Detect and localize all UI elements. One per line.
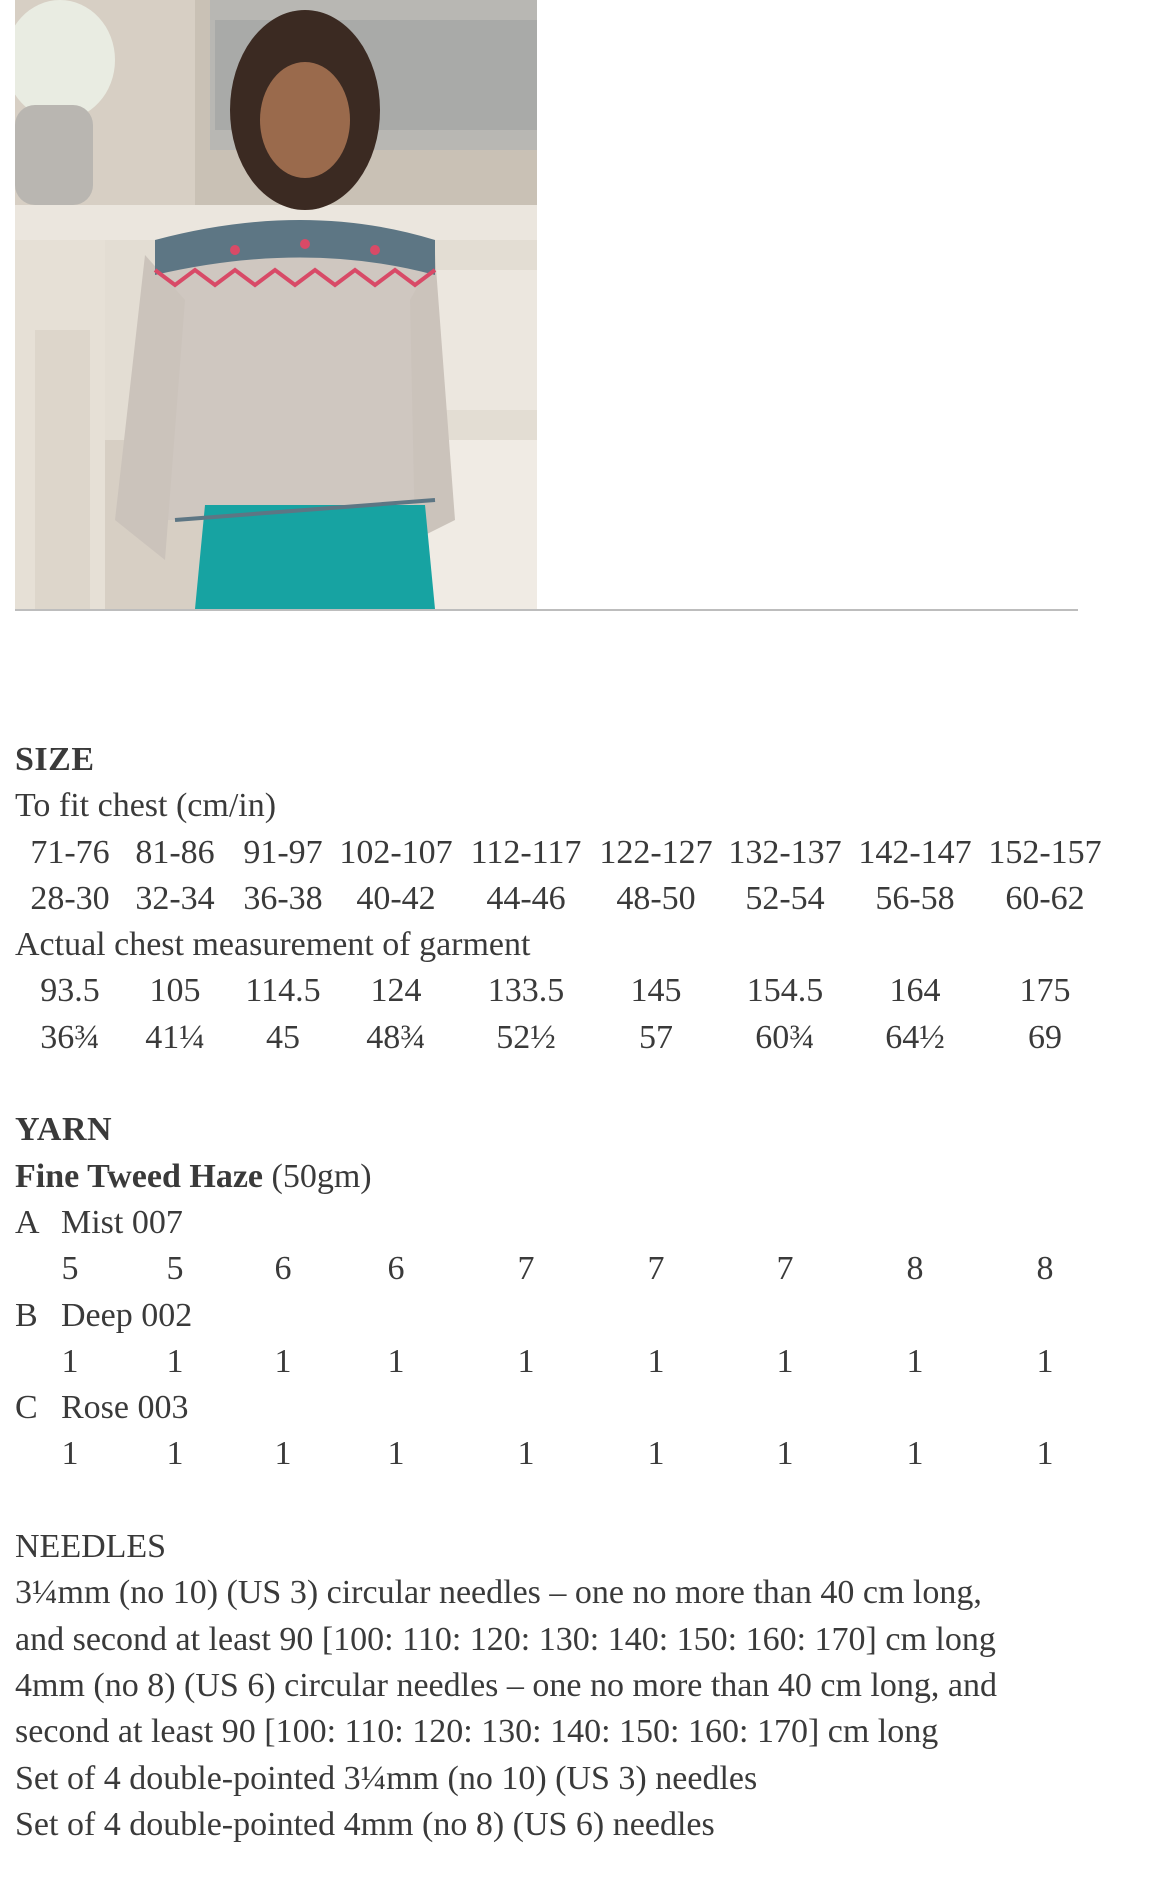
actual-in-row <box>15 1015 1135 1061</box>
size-value-cell: 102-107 <box>339 833 453 871</box>
size-value-cell: 1 <box>517 1342 535 1380</box>
yarn-weight: (50gm) <box>271 1157 372 1195</box>
size-value-cell: 41¼ <box>145 1018 205 1056</box>
divider-rule <box>15 609 1078 611</box>
size-value-cell: 45 <box>266 1018 300 1056</box>
size-value-cell: 52-54 <box>745 879 825 917</box>
size-value-cell: 1 <box>517 1435 535 1473</box>
size-value-cell: 57 <box>639 1018 673 1056</box>
size-value-cell: 1 <box>274 1435 292 1473</box>
size-value-cell: 7 <box>776 1250 794 1288</box>
to-fit-in-row <box>15 876 1135 922</box>
colour-code: B <box>15 1296 38 1334</box>
size-value-cell: 175 <box>1019 972 1071 1010</box>
size-value-cell: 145 <box>630 972 682 1010</box>
size-value-cell: 132-137 <box>728 833 842 871</box>
needles-line: 4mm (no 8) (US 6) circular needles – one no more than 40 cm long, and <box>15 1666 997 1704</box>
size-value-cell: 32-34 <box>135 879 215 917</box>
size-value-cell: 114.5 <box>245 972 321 1010</box>
colour-c-quantities <box>15 1431 1135 1477</box>
colour-name: Rose 003 <box>61 1389 189 1427</box>
spacer <box>15 1061 1135 1107</box>
needles-line: and second at least 90 [100: 110: 120: 130: 140: 150: 160: 170] cm long <box>15 1620 996 1658</box>
colour-c-line <box>15 1385 1135 1431</box>
size-value-cell: 8 <box>906 1250 924 1288</box>
size-value-cell: 64½ <box>885 1018 945 1056</box>
size-value-cell: 1 <box>1036 1342 1054 1380</box>
size-value-cell: 40-42 <box>356 879 436 917</box>
size-value-cell: 112-117 <box>470 833 582 871</box>
colour-name: Deep 002 <box>61 1296 193 1334</box>
size-value-cell: 52½ <box>496 1018 556 1056</box>
size-value-cell: 7 <box>647 1250 665 1288</box>
colour-code: C <box>15 1389 38 1427</box>
size-value-cell: 133.5 <box>487 972 565 1010</box>
size-value-cell: 60-62 <box>1005 879 1085 917</box>
size-value-cell: 1 <box>61 1435 79 1473</box>
size-value-cell: 8 <box>1036 1250 1054 1288</box>
model-wearing-sweater-illustration <box>15 0 537 609</box>
colour-code: A <box>15 1203 40 1241</box>
size-value-cell: 48-50 <box>616 879 696 917</box>
size-value-cell: 122-127 <box>599 833 713 871</box>
size-value-cell: 1 <box>387 1435 405 1473</box>
size-value-cell: 1 <box>166 1435 184 1473</box>
size-value-cell: 1 <box>387 1342 405 1380</box>
size-value-cell: 1 <box>776 1342 794 1380</box>
size-value-cell: 60¾ <box>755 1018 815 1056</box>
size-value-cell: 1 <box>1036 1435 1054 1473</box>
size-value-cell: 6 <box>274 1250 292 1288</box>
colour-a-line <box>15 1200 1135 1246</box>
needles-line: Set of 4 double-pointed 4mm (no 8) (US 6) needles <box>15 1805 715 1843</box>
size-value-cell: 36-38 <box>243 879 323 917</box>
size-value-cell: 1 <box>647 1435 665 1473</box>
colour-a-quantities <box>15 1246 1135 1292</box>
size-value-cell: 48¾ <box>366 1018 426 1056</box>
size-value-cell: 124 <box>370 972 422 1010</box>
yarn-name-line <box>15 1154 1135 1200</box>
needles-line: 3¼mm (no 10) (US 3) circular needles – one no more than 40 cm long, <box>15 1574 982 1612</box>
needles-line: Set of 4 double-pointed 3¼mm (no 10) (US 3) needles <box>15 1759 758 1797</box>
size-value-cell: 105 <box>149 972 201 1010</box>
size-value-cell: 154.5 <box>746 972 824 1010</box>
size-value-cell: 81-86 <box>135 833 215 871</box>
colour-name: Mist 007 <box>61 1203 183 1241</box>
colour-b-line <box>15 1293 1135 1339</box>
size-value-cell: 7 <box>517 1250 535 1288</box>
size-value-cell: 152-157 <box>988 833 1102 871</box>
size-value-cell: 69 <box>1028 1018 1062 1056</box>
actual-measurement-label: Actual chest measurement of garment <box>15 926 531 964</box>
spacer <box>15 1478 1135 1524</box>
size-value-cell: 1 <box>647 1342 665 1380</box>
size-value-cell: 142-147 <box>858 833 972 871</box>
size-value-cell: 1 <box>906 1342 924 1380</box>
size-value-cell: 1 <box>166 1342 184 1380</box>
size-value-cell: 1 <box>906 1435 924 1473</box>
needles-line: second at least 90 [100: 110: 120: 130: 140: 150: 160: 170] cm long <box>15 1713 939 1751</box>
yarn-name: Fine Tweed Haze <box>15 1157 264 1195</box>
to-fit-cm-row <box>15 830 1135 876</box>
size-value-cell: 44-46 <box>486 879 566 917</box>
size-value-cell: 91-97 <box>243 833 323 871</box>
actual-cm-row <box>15 968 1135 1014</box>
size-value-cell: 1 <box>776 1435 794 1473</box>
pattern-info <box>15 737 1135 1848</box>
size-value-cell: 164 <box>889 972 941 1010</box>
size-value-cell: 1 <box>274 1342 292 1380</box>
garment-photo <box>15 0 537 609</box>
size-value-cell: 71-76 <box>30 833 110 871</box>
size-value-cell: 93.5 <box>40 972 100 1010</box>
size-value-cell: 56-58 <box>875 879 955 917</box>
to-fit-label: To fit chest (cm/in) <box>15 787 277 825</box>
needles-heading: NEEDLES <box>15 1528 167 1566</box>
yarn-heading: YARN <box>15 1111 113 1149</box>
size-value-cell: 5 <box>61 1250 79 1288</box>
size-value-cell: 6 <box>387 1250 405 1288</box>
size-value-cell: 28-30 <box>30 879 110 917</box>
size-value-cell: 5 <box>166 1250 184 1288</box>
size-value-cell: 1 <box>61 1342 79 1380</box>
size-value-cell: 36¾ <box>40 1018 100 1056</box>
colour-b-quantities <box>15 1339 1135 1385</box>
size-heading: SIZE <box>15 741 95 778</box>
